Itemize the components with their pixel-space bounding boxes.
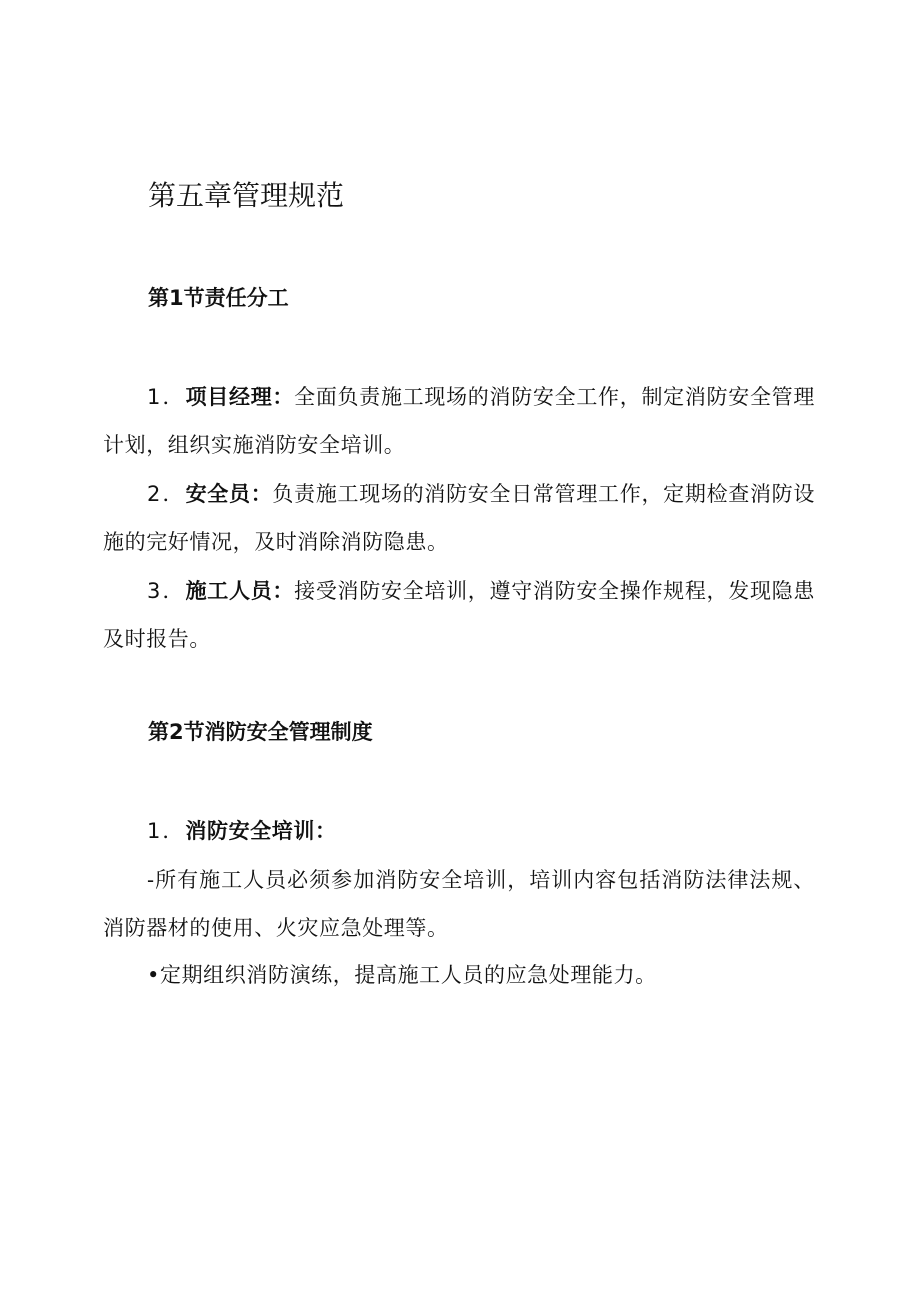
item-role: 项目经理： (185, 385, 295, 409)
bullet-drills: •定期组织消防演练，提高施工人员的应急处理能力。 (147, 963, 657, 987)
responsibility-item-construction-staff (103, 567, 815, 663)
item-number: 2． (147, 482, 186, 506)
item-text: 全面负责施工现场的消防安全工作，制定消防安全管理计划，组织实施消防安全培训。 (103, 385, 815, 457)
item-text: 负责施工现场的消防安全日常管理工作，定期检查消防设施的完好情况，及时消除消防隐患。 (103, 482, 815, 554)
item-role: 安全员： (185, 482, 273, 506)
item-number: 3． (147, 579, 186, 603)
responsibility-item-project-manager (103, 373, 815, 469)
section-title-fire-safety-system: 第2节消防安全管理制度 (148, 720, 373, 744)
bullet-training-required: -所有施工人员必须参加消防安全培训，培训内容包括消防法律法规、消防器材的使用、火灾应急处理等。 (103, 868, 815, 940)
item-role: 消防安全培训： (185, 819, 337, 843)
item-number: 1． (147, 819, 186, 843)
item-number: 1． (147, 385, 186, 409)
item-text: 接受消防安全培训，遵守消防安全操作规程，发现隐患及时报告。 (103, 579, 815, 651)
chapter-title: 第五章管理规范 (148, 179, 345, 212)
subheading-fire-safety-training (103, 807, 815, 855)
section-title-responsibility: 第1节责任分工 (148, 286, 289, 310)
item-role: 施工人员： (185, 579, 295, 603)
responsibility-item-safety-officer (103, 470, 815, 566)
